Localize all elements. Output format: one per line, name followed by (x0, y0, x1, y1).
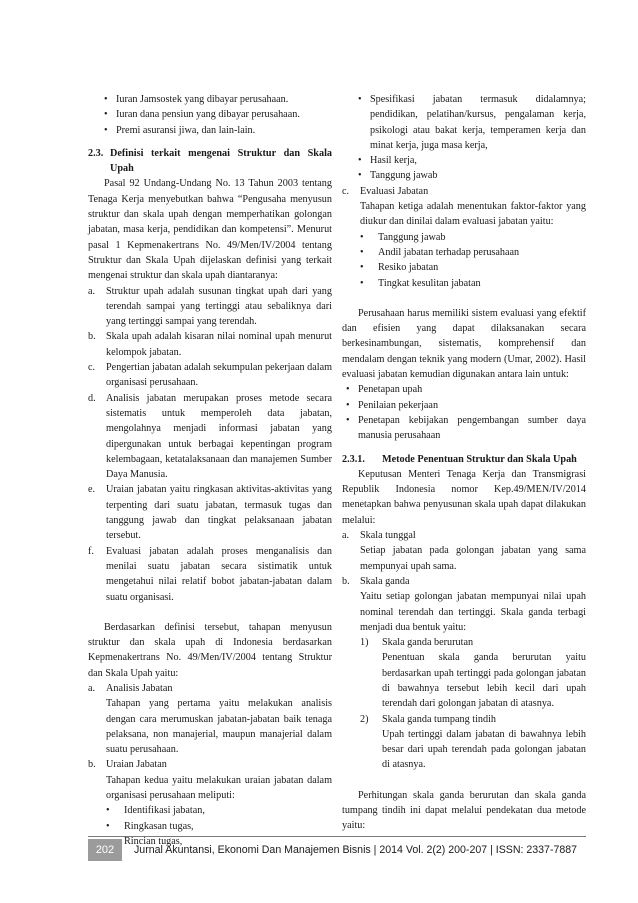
section-title: Definisi terkait mengenai Struktur dan Skala Upah (110, 147, 332, 175)
bullet-icon: • (346, 414, 350, 426)
page-number: 202 (88, 839, 122, 861)
bullet-icon: • (358, 94, 362, 105)
step-title: Analisis Jabatan (106, 682, 173, 694)
list-item: • Ringkasan tugas, (106, 819, 332, 834)
list-item: • Hasil kerja, (358, 153, 586, 168)
bullet-icon: • (106, 805, 110, 817)
list-item: • Premi asuransi jiwa, dan lain-lain. (104, 123, 332, 138)
bullet-icon: • (104, 109, 108, 121)
list-item: • Penetapan upah (346, 382, 586, 397)
bullet-icon: • (106, 820, 110, 832)
bullet-icon: • (104, 94, 108, 105)
eval-bullet-list (342, 382, 586, 443)
step-title: Uraian Jabatan (106, 759, 167, 771)
bullet-icon: • (346, 384, 350, 396)
section-paragraph: Keputusan Menteri Tenaga Kerja dan Transmigrasi Republik Indonesia nomor Kep.49/MEN/IV/2014 menetapkan bahwa penyusunan skala upah dapat dilakukan melalui: (342, 468, 586, 526)
sub-title: Skala ganda tumpang tindih (382, 713, 497, 725)
list-item: b. Skala upah adalah kisaran nilai nominal upah menurut kelompok jabatan. (88, 331, 332, 358)
section-title: Metode Penentuan Struktur dan Skala Upah (382, 453, 577, 465)
scale-item: b. Skala ganda Yaitu setiap golongan jabatan mempunyai nilai upah nominal terendah dan tertinggi. Skala ganda terbagi menjadi dua bentuk yaitu: 1) Skala ganda berurutan Penentuan skala ganda berurutan yaitu berdasarkan upah tertinggi pada golongan jabatan di bawahnya tersebut lebih kecil dari upah terendah dari golongan jabatan di atasnya. 2) Skala ganda tumpang tindih Upah tertinggi dalam jabatan di bawahnya lebih besar dari upah terendah pada golongan jabatan di atasnya. (342, 574, 586, 773)
section-paragraph: Pasal 92 Undang-Undang No. 13 Tahun 2003 tentang Tenaga Kerja menyebutkan bahwa “Pengusaha menyusun struktur dan skala upah dengan memperhatikan golongan jabatan, masa kerja, pendidikan dan kompetensi”. Menurut pasal 1 Kepmenakertrans No. 49/Men/IV/2004 tentang Struktur dan Skala Upah dijelaskan definisi yang terkait mengenai struktur dan skala upah diantaranya: (88, 178, 332, 282)
scale-title: Skala ganda (360, 575, 410, 587)
list-item: a. Struktur upah adalah susunan tingkat upah dari yang terendah sampai yang tertinggi atau sebaliknya dari yang tertinggi sampai yang terendah. (88, 285, 332, 328)
benefit-bullet-list (88, 92, 332, 138)
bullet-icon: • (358, 170, 362, 182)
bullet-icon: • (358, 155, 362, 167)
list-item: f. Evaluasi jabatan adalah proses menganalisis dan menilai suatu jabatan secara sistimatik untuk mengetahui nilai relatif bobot jabatan-jabatan dalam suatu organisasi. (88, 545, 332, 603)
step-text: Tahapan yang pertama yaitu melakukan analisis dengan cara merumuskan jabatan-jabatan baik tenaga pelaksana, non manajerial, maupun manajerial dalam suatu perusahaan. (106, 698, 332, 756)
journal-citation: Jurnal Akuntansi, Ekonomi Dan Manajemen Bisnis | 2014 Vol. 2(2) 200-207 | ISSN: 2337-7887 (134, 844, 578, 856)
list-item: • Identifikasi jabatan, (106, 803, 332, 818)
step-title: Evaluasi Jabatan (360, 185, 429, 197)
list-item: • Resiko jabatan (360, 260, 586, 275)
sub-title: Skala ganda berurutan (382, 637, 474, 649)
step-bullet-list (360, 230, 586, 291)
body-paragraph: Berdasarkan definisi tersebut, tahapan menyusun struktur dan skala upah di Indonesia berdasarkan Kepmenakertrans No. 49/Men/IV/2004 tentang Struktur dan Skala Upah yaitu: (88, 621, 332, 679)
list-item: • Penilaian pekerjaan (346, 398, 586, 413)
bullet-icon: • (360, 262, 364, 274)
body-paragraph: Perhitungan skala ganda berurutan dan skala ganda tumpang tindih ini dapat melalui pendekatan dua metode yaitu: (342, 789, 586, 832)
sub-item: 2) Skala ganda tumpang tindih Upah tertinggi dalam jabatan di bawahnya lebih besar dari upah terendah pada golongan jabatan di atasnya. (360, 712, 586, 773)
section-heading (88, 146, 332, 177)
spec-bullet-list (342, 92, 586, 184)
section-number: 2.3. (88, 147, 104, 159)
body-paragraph: Perusahaan harus memiliki sistem evaluasi yang efektif dan efisien yang dapat dilaksanakan secara berkesinambungan, sistematis, komprehensif dan mendalam dengan teknik yang modern (Umar, 2002). Hasil evaluasi jabatan kemudian digunakan antara lain untuk: (342, 307, 586, 381)
sub-item: 1) Skala ganda berurutan Penentuan skala ganda berurutan yaitu berdasarkan upah tertinggi pada golongan jabatan di bawahnya tersebut lebih kecil dari upah terendah dari golongan jabatan di atasnya. (360, 635, 586, 711)
list-item: d. Analisis jabatan merupakan proses metode secara sistematis untuk memperoleh data jabatan, mengolahnya menjadi informasi jabatan yang dipergunakan untuk berbagai kepentingan program kelembagaan, ketatalaksanaan dan manajemen Sumber Daya Manusia. (88, 392, 332, 481)
list-item: • Iuran dana pensiun yang dibayar perusahaan. (104, 107, 332, 122)
list-item: • Penetapan kebijakan pengembangan sumber daya manusia perusahaan (346, 413, 586, 444)
step-item: a. Analisis Jabatan Tahapan yang pertama yaitu melakukan analisis dengan cara merumuskan jabatan-jabatan baik tenaga pelaksana, non manajerial, maupun manajerial dalam suatu perusahaan. (88, 681, 332, 757)
list-item: • Tanggung jawab (358, 168, 586, 183)
bullet-icon: • (360, 246, 364, 258)
list-item: Rincian tugas, (106, 834, 332, 849)
scale-text: Setiap jabatan pada golongan jabatan yang sama mempunyai upah sama. (360, 545, 586, 572)
list-item: • Iuran Jamsostek yang dibayar perusahaan. (104, 92, 332, 107)
step-text: Tahapan kedua yaitu melakukan uraian jabatan dalam organisasi perusahaan meliputi: (106, 774, 332, 802)
list-item: c. Pengertian jabatan adalah sekumpulan pekerjaan dalam organisasi perusahaan. (88, 362, 333, 389)
step-text: Tahapan ketiga adalah menentukan faktor-faktor yang diukur dan dinilai dalam evaluasi jabatan yaitu: (360, 201, 586, 228)
sub-text: Upah tertinggi dalam jabatan di bawahnya lebih besar dari upah terendah pada golongan jabatan di atasnya. (382, 728, 586, 771)
section-number: 2.3.1. (342, 453, 365, 465)
list-item: e. Uraian jabatan yaitu ringkasan aktivitas-aktivitas yang terpenting dari suatu jabatan, termasuk tugas dan tanggung jawab dan tingkat pelaksanaan jabatan tersebut. (88, 484, 332, 542)
bullet-icon: • (360, 231, 364, 243)
bullet-icon: • (346, 399, 350, 411)
left-column (88, 92, 332, 849)
section-heading (342, 452, 586, 467)
sub-text: Penentuan skala ganda berurutan yaitu berdasarkan upah tertinggi pada golongan jabatan di bawahnya tersebut lebih kecil dari upah terendah dari golongan jabatan di atasnya. (382, 652, 586, 710)
step-item: c. Evaluasi Jabatan Tahapan ketiga adalah menentukan faktor-faktor yang diukur dan dinilai dalam evaluasi jabatan yaitu: • Tanggung jawab • Andil jabatan terhadap perusahaan • Resiko jabatan • Tingkat kesulitan jabatan (342, 184, 586, 291)
right-column (342, 92, 586, 834)
scale-item: a. Skala tunggal Setiap jabatan pada golongan jabatan yang sama mempunyai upah sama. (342, 528, 586, 574)
step-item: b. Uraian Jabatan Tahapan kedua yaitu melakukan uraian jabatan dalam organisasi perusahaan meliputi: • Identifikasi jabatan, • Ringkasan tugas, Rincian tugas, (88, 757, 332, 849)
list-item: • Andil jabatan terhadap perusahaan (360, 245, 586, 260)
definition-list (88, 284, 332, 605)
list-item: • Tingkat kesulitan jabatan (360, 276, 586, 291)
page-footer (88, 836, 586, 861)
bullet-icon: • (360, 277, 364, 289)
scale-title: Skala tunggal (360, 530, 416, 542)
scale-text: Yaitu setiap golongan jabatan mempunyai nilai upah nominal terendah dan tertinggi. Skala ganda terbagi menjadi dua bentuk yaitu: (360, 591, 586, 633)
list-item: • Tanggung jawab (360, 230, 586, 245)
bullet-icon: • (104, 124, 108, 136)
list-item: • Spesifikasi jabatan termasuk didalamnya; pendidikan, pelatihan/kursus, pengalaman kerja, psikologi atau bakat kerja, temperamen kerja dan minat kerja, juga masa kerja, (358, 92, 586, 153)
